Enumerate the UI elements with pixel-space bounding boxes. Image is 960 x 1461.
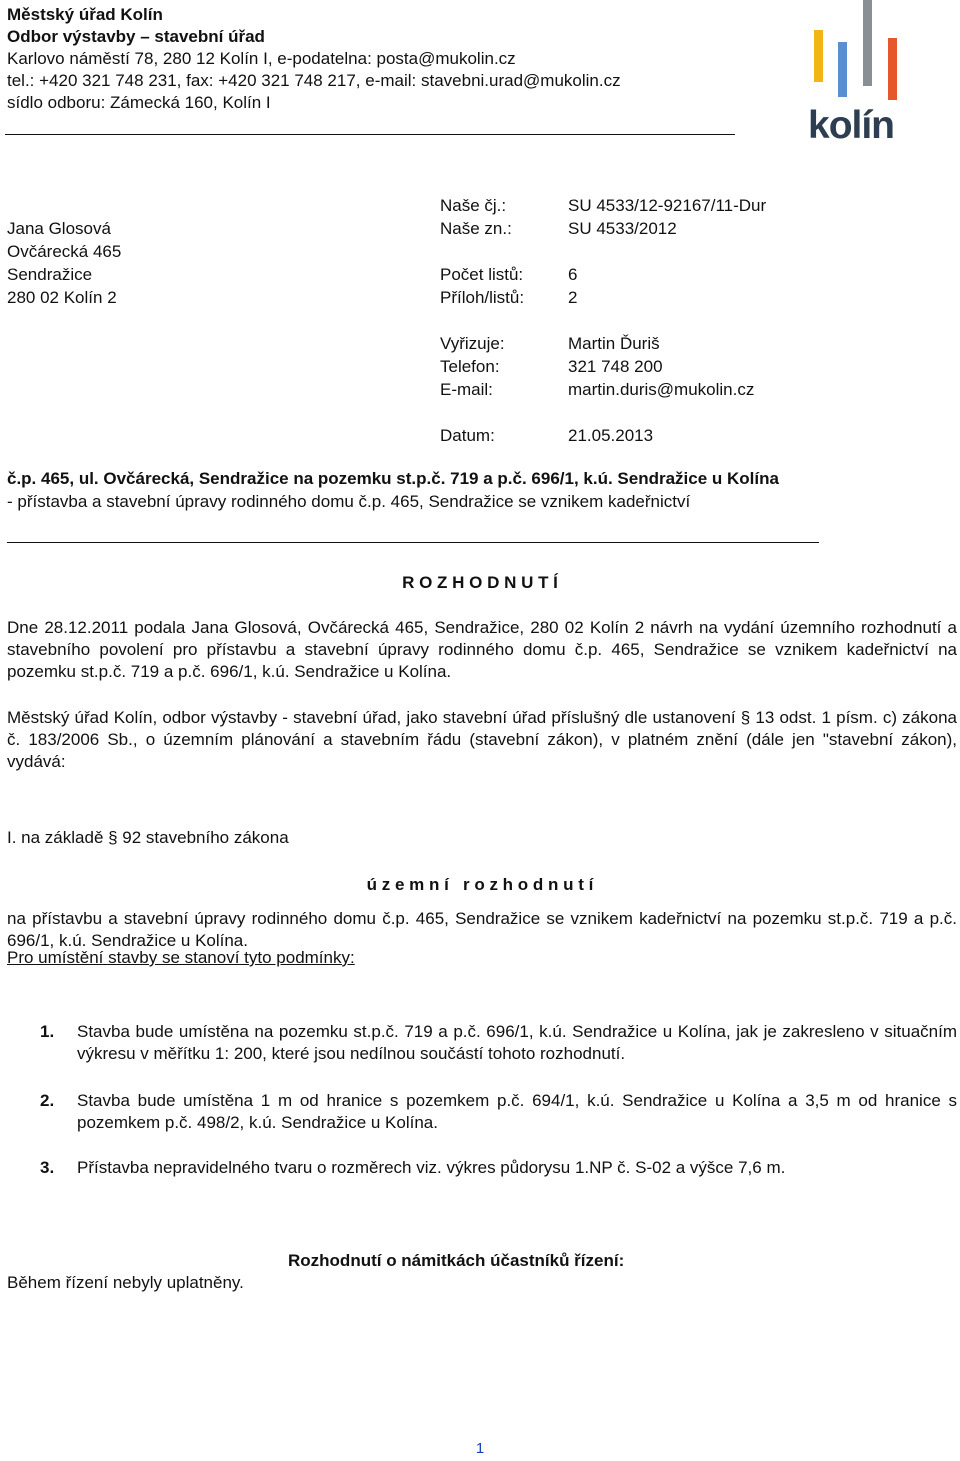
handled-by-label: Vyřizuje:	[440, 334, 505, 353]
our-ref-value: SU 4533/12-92167/11-Dur	[568, 196, 767, 215]
condition-text: Přístavba nepravidelného tvaru o rozměrech viz. výkres půdorysu 1.NP č. S-02 a výšce 7,6 m.	[77, 1158, 786, 1177]
office-name: Městský úřad Kolín	[7, 5, 163, 24]
attachments-label: Příloh/listů:	[440, 288, 525, 307]
logo-bar-grey	[863, 0, 872, 86]
office-header	[7, 4, 737, 114]
decision-paragraph: na přístavbu a stavební úpravy rodinného domu č.p. 465, Sendražice se vznikem kadeřnictví na pozemku st.p.č. 719 a p.č. 696/1, k.ú. Sendražice u Kolína.	[7, 909, 957, 950]
subject-line-2: - přístavba a stavební úpravy rodinného domu č.p. 465, Sendražice se vznikem kadeřnictví	[7, 492, 691, 511]
addressee-block	[7, 218, 121, 309]
email-label: E-mail:	[440, 380, 493, 399]
condition-item-1	[7, 1021, 957, 1067]
logo-bar-blue	[838, 42, 847, 97]
department-name: Odbor výstavby – stavební úřad	[7, 27, 265, 46]
addressee-postal: 280 02 Kolín 2	[7, 288, 117, 307]
sheet-count-value: 6	[568, 265, 578, 284]
phone-value: 321 748 200	[568, 357, 663, 376]
sheet-count-label: Počet listů:	[440, 265, 524, 284]
condition-text: Stavba bude umístěna 1 m od hranice s pozemkem p.č. 694/1, k.ú. Sendražice u Kolína a 3,5 m od hranice s pozemkem p.č. 498/2, k.ú. Sendražice u Kolína.	[77, 1091, 957, 1132]
subject-block	[7, 468, 957, 513]
condition-item-3	[7, 1157, 957, 1181]
subject-divider	[7, 542, 819, 543]
intro-paragraph: Dne 28.12.2011 podala Jana Glosová, Ovčárecká 465, Sendražice, 280 02 Kolín 2 návrh na vydání územního rozhodnutí a stavebního povolení pro přístavbu a stavební úpravy rodinného domu č.p. 465, Sendražice se vznikem kadeřnictví na pozemku st.p.č. 719 a p.č. 696/1, k.ú. Sendražice u Kolína.	[7, 618, 957, 681]
office-address: Karlovo náměstí 78, 280 12 Kolín I, e-podatelna: posta@mukolin.cz	[7, 49, 516, 68]
date-label: Datum:	[440, 426, 495, 445]
kolin-logo	[808, 0, 908, 150]
logo-wordmark: kolín	[808, 104, 895, 147]
condition-item-2	[7, 1090, 957, 1136]
phone-label: Telefon:	[440, 357, 500, 376]
addressee-name: Jana Glosová	[7, 219, 111, 238]
condition-number: 1.	[40, 1022, 55, 1041]
logo-bar-yellow	[814, 30, 823, 82]
date-value: 21.05.2013	[568, 426, 654, 445]
our-ref-label: Naše čj.:	[440, 196, 507, 215]
condition-number: 3.	[40, 1158, 55, 1177]
authority-paragraph: Městský úřad Kolín, odbor výstavby - stavební úřad, jako stavební úřad příslušný dle ustanovení § 13 odst. 1 písm. c) zákona č. 183/2006 Sb., o územním plánování a stavebním řádu (stavební zákon), v platném znění (dále jen "stavební zákon), vydává:	[7, 708, 957, 771]
section-one-heading: I. na základě § 92 stavebního zákona	[7, 828, 289, 847]
our-mark-value: SU 4533/2012	[568, 219, 677, 238]
page-number: 1	[475, 1440, 485, 1457]
header-divider	[5, 134, 735, 135]
condition-text: Stavba bude umístěna na pozemku st.p.č. 719 a p.č. 696/1, k.ú. Sendražice u Kolína, jak je zakresleno v situačním výkresu v měřítku 1: 200, které jsou nedílnou součástí tohoto rozhodnutí.	[77, 1022, 957, 1063]
addressee-street: Ovčárecká 465	[7, 242, 122, 261]
office-seat: sídlo odboru: Zámecká 160, Kolín I	[7, 93, 271, 112]
email-value: martin.duris@mukolin.cz	[568, 380, 755, 399]
our-mark-label: Naše zn.:	[440, 219, 512, 238]
conditions-heading: Pro umístění stavby se stanoví tyto podmínky:	[7, 948, 355, 967]
attachments-value: 2	[568, 288, 578, 307]
condition-number: 2.	[40, 1091, 55, 1110]
decision-title: ú z e m n í r o z h o d n u t í	[366, 875, 594, 894]
subject-line-1: č.p. 465, ul. Ovčárecká, Sendražice na pozemku st.p.č. 719 a p.č. 696/1, k.ú. Sendražice u Kolína	[7, 469, 779, 488]
objections-text: Během řízení nebyly uplatněny.	[7, 1273, 244, 1292]
handled-by-value: Martin Ďuriš	[568, 334, 660, 353]
document-title: R O Z H O D N U T Í	[402, 573, 558, 592]
office-contact: tel.: +420 321 748 231, fax: +420 321 748 217, e-mail: stavebni.urad@mukolin.cz	[7, 71, 621, 90]
addressee-town: Sendražice	[7, 265, 93, 284]
objections-heading: Rozhodnutí o námitkách účastníků řízení:	[288, 1251, 625, 1270]
logo-bar-orange	[888, 38, 897, 100]
